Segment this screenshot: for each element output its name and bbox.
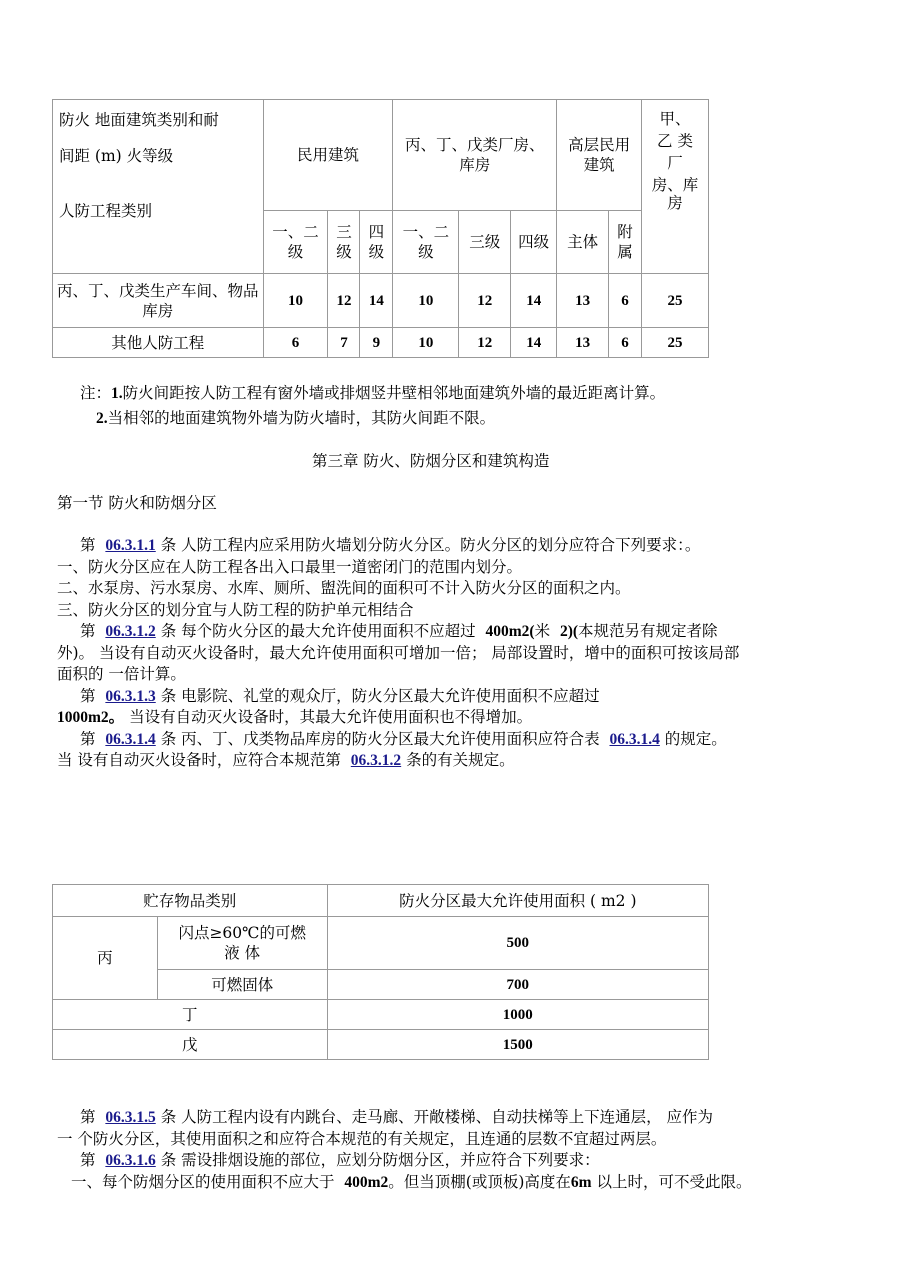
- clause-3-line-2: [57, 707, 857, 729]
- area-value: 400m2(: [485, 623, 535, 640]
- clause-06-3-1-5: [57, 1107, 857, 1129]
- table-row: [53, 274, 709, 328]
- factory-header: 丙、丁、戊类厂房、库房: [393, 100, 557, 211]
- row-label-line2: 液 体: [224, 944, 261, 962]
- unit-exp: 2)(: [559, 623, 579, 640]
- clause-text: 。但当顶棚(或顶板)高度在: [388, 1172, 571, 1191]
- clause-link-06-3-1-6[interactable]: 06.3.1.6: [105, 1152, 156, 1169]
- cell: 12: [328, 274, 360, 328]
- cell: 25: [642, 328, 709, 358]
- table-row: [53, 328, 709, 358]
- jiayi-line4: 房、库: [651, 176, 699, 194]
- clause-prefix: 第: [80, 536, 96, 554]
- sub-highrise-main: 主体: [557, 211, 609, 274]
- area-value: 1000m2。: [57, 709, 125, 726]
- height-value: 6m: [570, 1173, 592, 1191]
- clause-6-item-1: [57, 1172, 857, 1194]
- note1-num: 1.: [111, 385, 123, 402]
- row-label-line1: 闪点≥60℃的可燃: [178, 924, 306, 942]
- cell: 700: [327, 970, 708, 1000]
- clause-text-tail: 的规定。: [664, 729, 727, 748]
- cell: 12: [459, 274, 511, 328]
- clause-text-tail: 本规范另有规定者除: [578, 622, 718, 640]
- cell: 500: [327, 917, 708, 970]
- row-label: 其他人防工程: [53, 328, 264, 358]
- sub-civil-1-2: 一、二级: [263, 211, 328, 274]
- clause-1-item-2: 二、水泵房、污水泵房、水库、厕所、盥洗间的面积可不计入防火分区的面积之内。: [57, 579, 631, 597]
- clause-4-line-2: [57, 750, 857, 772]
- note2-num: 2.: [96, 410, 108, 427]
- cell: 14: [511, 274, 557, 328]
- note1-text: 防火间距按人防工程有窗外墙或排烟竖井壁相邻地面建筑外墙的最近距离计算。: [122, 384, 666, 402]
- clause-block-2: [57, 1107, 857, 1193]
- clause-2-line-2: 外)。 当设有自动灭火设备时，最大允许使用面积可增加一倍； 局部设置时，增中的面积可按该局部: [57, 643, 740, 662]
- clause-block: [57, 535, 857, 772]
- cell: 10: [393, 274, 459, 328]
- clause-link-06-3-1-1[interactable]: 06.3.1.1: [105, 537, 156, 554]
- jiayi-line3: 厂: [667, 154, 683, 172]
- clause-text: 当设有自动灭火设备时，其最大允许使用面积也不得增加。: [124, 708, 533, 726]
- cell: 14: [360, 274, 393, 328]
- table-row: [53, 1030, 709, 1060]
- clause-prefix: 第: [80, 729, 96, 748]
- cell: 13: [557, 328, 609, 358]
- note1-prefix: 注：: [80, 384, 112, 402]
- table2-header-category: 贮存物品类别: [53, 885, 328, 917]
- table-row: [53, 917, 709, 970]
- clause-1-item-1: 一、防火分区应在人防工程各出入口最里一道密闭门的范围内划分。: [57, 557, 523, 576]
- class-bing: 丙: [53, 917, 158, 1000]
- clause-06-3-1-4: [57, 729, 857, 751]
- jiayi-line1: 甲、: [659, 110, 691, 128]
- clause-prefix: 第: [80, 686, 96, 705]
- corner-line3: 人防工程类别: [59, 202, 153, 220]
- table-link-06-3-1-4[interactable]: 06.3.1.4: [609, 730, 660, 748]
- clause-link-06-3-1-4[interactable]: 06.3.1.4: [105, 730, 156, 748]
- area-value: 400m2: [344, 1173, 389, 1191]
- corner-line2: 间距 (m) 火等级: [59, 147, 174, 165]
- clause-text: 条 电影院、礼堂的观众厅，防火分区最大允许使用面积不应超过: [160, 686, 600, 705]
- note-2: [96, 406, 495, 428]
- note2-text: 当相邻的地面建筑物外墙为防火墙时，其防火间距不限。: [107, 409, 496, 427]
- cell: 6: [609, 274, 642, 328]
- storage-area-table: [52, 884, 709, 1060]
- chapter-title: 第三章 防火、防烟分区和建筑构造: [312, 452, 550, 470]
- clause-link-06-3-1-2[interactable]: 06.3.1.2: [105, 623, 156, 640]
- clause-text: 条 人防工程内应采用防火墙划分防火分区。防火分区的划分应符合下列要求：。: [160, 536, 701, 554]
- fire-distance-table: [52, 99, 709, 358]
- clause-text: 一、每个防烟分区的使用面积不应大于: [71, 1172, 335, 1191]
- note-1: [80, 381, 665, 403]
- cell: 7: [328, 328, 360, 358]
- cell: 1000: [327, 1000, 708, 1030]
- row-label: 可燃固体: [157, 970, 327, 1000]
- clause-06-3-1-1: [57, 535, 857, 557]
- clause-prefix: 第: [80, 1108, 96, 1126]
- cell: 10: [263, 274, 328, 328]
- clause-link-06-3-1-5[interactable]: 06.3.1.5: [105, 1109, 156, 1126]
- clause-5-line-2: 一 个防火分区，其使用面积之和应符合本规范的有关规定，且连通的层数不宜超过两层。: [57, 1129, 667, 1148]
- highrise-header: 高层民用建筑: [557, 100, 642, 211]
- clause-link-06-3-1-2-ref[interactable]: 06.3.1.2: [350, 752, 402, 769]
- cell: 9: [360, 328, 393, 358]
- cell: 10: [393, 328, 459, 358]
- clause-06-3-1-6: [57, 1150, 857, 1172]
- clause-text: 条 需设排烟设施的部位，应划分防烟分区，并应符合下列要求：: [160, 1151, 600, 1169]
- cell: 25: [642, 274, 709, 328]
- row-label: [157, 917, 327, 970]
- cell: 6: [263, 328, 328, 358]
- sub-factory-1-2: 一、二级: [393, 211, 459, 274]
- row-label: 丁: [53, 1000, 328, 1030]
- cell: 14: [511, 328, 557, 358]
- sub-factory-4: 四级: [511, 211, 557, 274]
- clause-text: 当 设有自动灭火设备时，应符合本规范第: [57, 751, 341, 769]
- clause-text-tail: 以上时，可不受此限。: [596, 1172, 752, 1191]
- cell: 6: [609, 328, 642, 358]
- sub-factory-3: 三级: [459, 211, 511, 274]
- cell: 12: [459, 328, 511, 358]
- jiayi-header: [642, 100, 709, 274]
- clause-06-3-1-3: [57, 686, 857, 708]
- clause-text: 条 丙、丁、戊类物品库房的防火分区最大允许使用面积应符合表: [160, 729, 600, 748]
- clause-prefix: 第: [80, 1151, 96, 1169]
- clause-1-item-3: 三、防火分区的划分宜与人防工程的防护单元相结合: [57, 600, 414, 619]
- unit-text: 米: [534, 622, 551, 640]
- row-label: 丙、丁、戊类生产车间、物品库房: [53, 274, 264, 328]
- clause-06-3-1-2: [57, 621, 857, 643]
- clause-text: 条 人防工程内设有内跳台、走马廊、开敞楼梯、自动扶梯等上下连通层， 应作为: [160, 1108, 714, 1126]
- clause-2-line-3: 面积的 一倍计算。: [57, 665, 186, 683]
- table-row: [53, 1000, 709, 1030]
- sub-highrise-aux: 附属: [609, 211, 642, 274]
- section-title: 第一节 防火和防烟分区: [57, 494, 217, 512]
- jiayi-line2: 乙 类: [657, 132, 693, 150]
- clause-text-tail: 条的有关规定。: [406, 751, 515, 769]
- cell: 1500: [327, 1030, 708, 1060]
- sub-civil-4: 四级: [360, 211, 393, 274]
- table1-corner-cell: [53, 100, 264, 274]
- clause-prefix: 第: [80, 622, 96, 640]
- sub-civil-3: 三级: [328, 211, 360, 274]
- cell: 13: [557, 274, 609, 328]
- row-label: 戊: [53, 1030, 328, 1060]
- corner-line1: 防火 地面建筑类别和耐: [59, 111, 219, 129]
- clause-text: 条 每个防火分区的最大允许使用面积不应超过: [160, 622, 476, 640]
- jiayi-line5: 房: [667, 194, 683, 212]
- table2-header-area: 防火分区最大允许使用面积 ( m2 ): [327, 885, 708, 917]
- civil-building-header: 民用建筑: [263, 100, 393, 211]
- clause-link-06-3-1-3[interactable]: 06.3.1.3: [105, 687, 156, 705]
